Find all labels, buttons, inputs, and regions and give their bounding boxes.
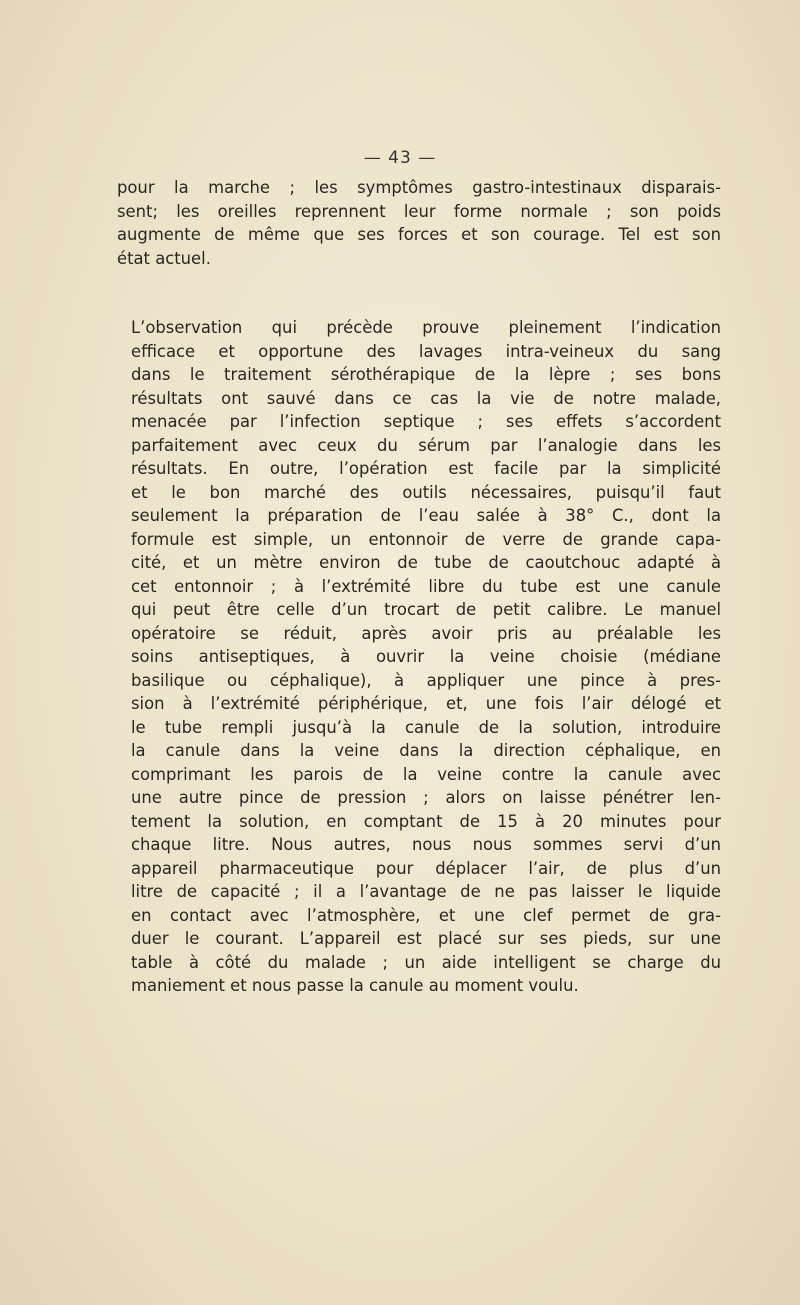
text-line: chaque litre. Nous autres, nous nous sommes servi d’un [131,835,721,854]
text-line: état actuel. [117,248,211,268]
text-line: résultats ont sauvé dans ce cas la vie de notre malade, [131,388,721,408]
text-line: duer le courant. L’appareil est placé sur ses pieds, sur une [131,929,721,948]
text-line: en contact avec l’atmosphère, et une clef permet de gra- [131,905,721,925]
text-line: comprimant les parois de la veine contre la canule avec [131,764,721,784]
text-line: table à côté du malade ; un aide intelligent se charge du [131,952,721,972]
text-line: seulement la préparation de l’eau salée à 38° C., dont la [131,506,721,525]
text-line: la canule dans la veine dans la direction céphalique, en [131,741,721,760]
text-line: maniement et nous passe la canule au moment voulu. [131,976,579,995]
text-line: litre de capacité ; il a l’avantage de ne pas laisser le liquide [131,882,721,901]
text-line: résultats. En outre, l’opération est facile par la simplicité [131,459,721,478]
text-line: et le bon marché des outils nécessaires, puisqu’il faut [131,482,721,502]
page-number: — 43 — [363,148,437,168]
text-line: cet entonnoir ; à l’extrémité libre du tube est une canule [131,576,721,596]
text-line: une autre pince de pression ; alors on laisse pénétrer len- [131,788,721,807]
paragraph-2 [117,316,721,998]
text-line: soins antiseptiques, à ouvrir la veine choisie (médiane [131,647,721,666]
text-line: sent; les oreilles reprennent leur forme normale ; son poids [117,201,721,221]
text-line: sion à l’extrémité périphérique, et, une fois l’air délogé et [131,694,721,713]
text-line: le tube rempli jusqu’à la canule de la solution, introduire [131,717,721,737]
text-line: pour la marche ; les symptômes gastro-intestinaux disparais- [117,178,721,197]
text-line: appareil pharmaceutique pour déplacer l’air, de plus d’un [131,858,721,878]
text-line: formule est simple, un entonnoir de verre de grande capa- [131,529,721,549]
text-line: efficace et opportune des lavages intra-veineux du sang [131,341,721,361]
text-line: qui peut être celle d’un trocart de petit calibre. Le manuel [131,600,721,619]
text-line: cité, et un mètre environ de tube de caoutchouc adapté à [131,553,721,572]
text-line: augmente de même que ses forces et son courage. Tel est son [117,225,721,244]
text-line: menacée par l’infection septique ; ses effets s’accordent [131,412,721,431]
text-line: basilique ou céphalique), à appliquer une pince à pres- [131,670,721,690]
text-line: tement la solution, en comptant de 15 à 20 minutes pour [131,811,721,831]
text-line: dans le traitement sérothérapique de la lèpre ; ses bons [131,365,721,384]
text-line: parfaitement avec ceux du sérum par l’analogie dans les [131,435,721,455]
text-line: opératoire se réduit, après avoir pris au préalable les [131,623,721,643]
text-line: L’observation qui précède prouve pleinement l’indication [131,318,721,337]
paragraph-1 [117,176,721,270]
